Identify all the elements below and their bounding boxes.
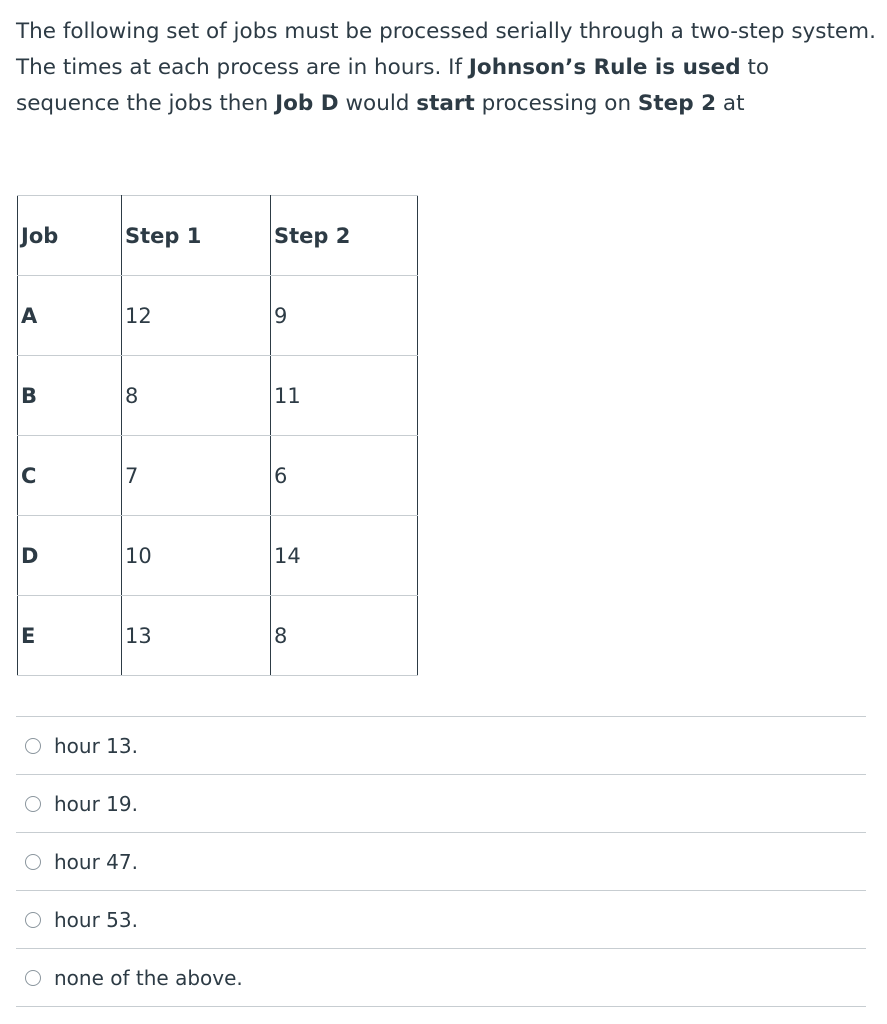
question-text-segment: would (338, 91, 417, 116)
table-row (18, 356, 418, 436)
answer-list (16, 716, 866, 1007)
header-job: Job (18, 196, 122, 276)
table-row (18, 436, 418, 516)
radio-button[interactable] (25, 970, 41, 986)
table-row (18, 276, 418, 356)
step-2-cell: 11 (271, 356, 418, 436)
question-text-segment: The following set of jobs must be processed serially through a two-step system. The times at each process are in hours. If (16, 19, 876, 80)
step-2-cell: 14 (271, 516, 418, 596)
radio-button[interactable] (25, 738, 41, 754)
answer-option-hour-13[interactable] (16, 717, 866, 775)
step-1-cell: 12 (122, 276, 271, 356)
question-emphasis: Step 2 (637, 91, 717, 116)
header-step-2: Step 2 (271, 196, 418, 276)
question-text (16, 14, 876, 122)
step-2-cell: 8 (271, 596, 418, 676)
step-1-cell: 8 (122, 356, 271, 436)
header-step-1: Step 1 (122, 196, 271, 276)
step-2-cell: 6 (271, 436, 418, 516)
job-cell: B (18, 356, 122, 436)
radio-button[interactable] (25, 796, 41, 812)
question-text-segment: processing on (474, 91, 638, 116)
job-cell: D (18, 516, 122, 596)
question-text-segment: to sequence the jobs then (16, 55, 770, 116)
step-2-cell: 9 (271, 276, 418, 356)
answer-option-hour-47[interactable] (16, 833, 866, 891)
question-emphasis: Johnson’s Rule is used (468, 55, 741, 80)
question-text-segment: at (716, 91, 745, 116)
question-emphasis: Job D (275, 91, 339, 116)
radio-button[interactable] (25, 854, 41, 870)
answer-label[interactable]: hour 13. (54, 733, 138, 758)
question-emphasis: start (416, 91, 475, 116)
table-row (18, 516, 418, 596)
table-row (18, 596, 418, 676)
table-header-row (18, 196, 418, 276)
jobs-table (17, 195, 418, 676)
answer-option-hour-53[interactable] (16, 891, 866, 949)
answer-option-none[interactable] (16, 949, 866, 1007)
job-cell: C (18, 436, 122, 516)
answer-option-hour-19[interactable] (16, 775, 866, 833)
step-1-cell: 7 (122, 436, 271, 516)
step-1-cell: 13 (122, 596, 271, 676)
job-cell: E (18, 596, 122, 676)
answer-label[interactable]: hour 47. (54, 849, 138, 874)
job-cell: A (18, 276, 122, 356)
answer-label[interactable]: hour 53. (54, 907, 138, 932)
radio-button[interactable] (25, 912, 41, 928)
step-1-cell: 10 (122, 516, 271, 596)
answer-label[interactable]: hour 19. (54, 791, 138, 816)
answer-label[interactable]: none of the above. (54, 965, 243, 990)
